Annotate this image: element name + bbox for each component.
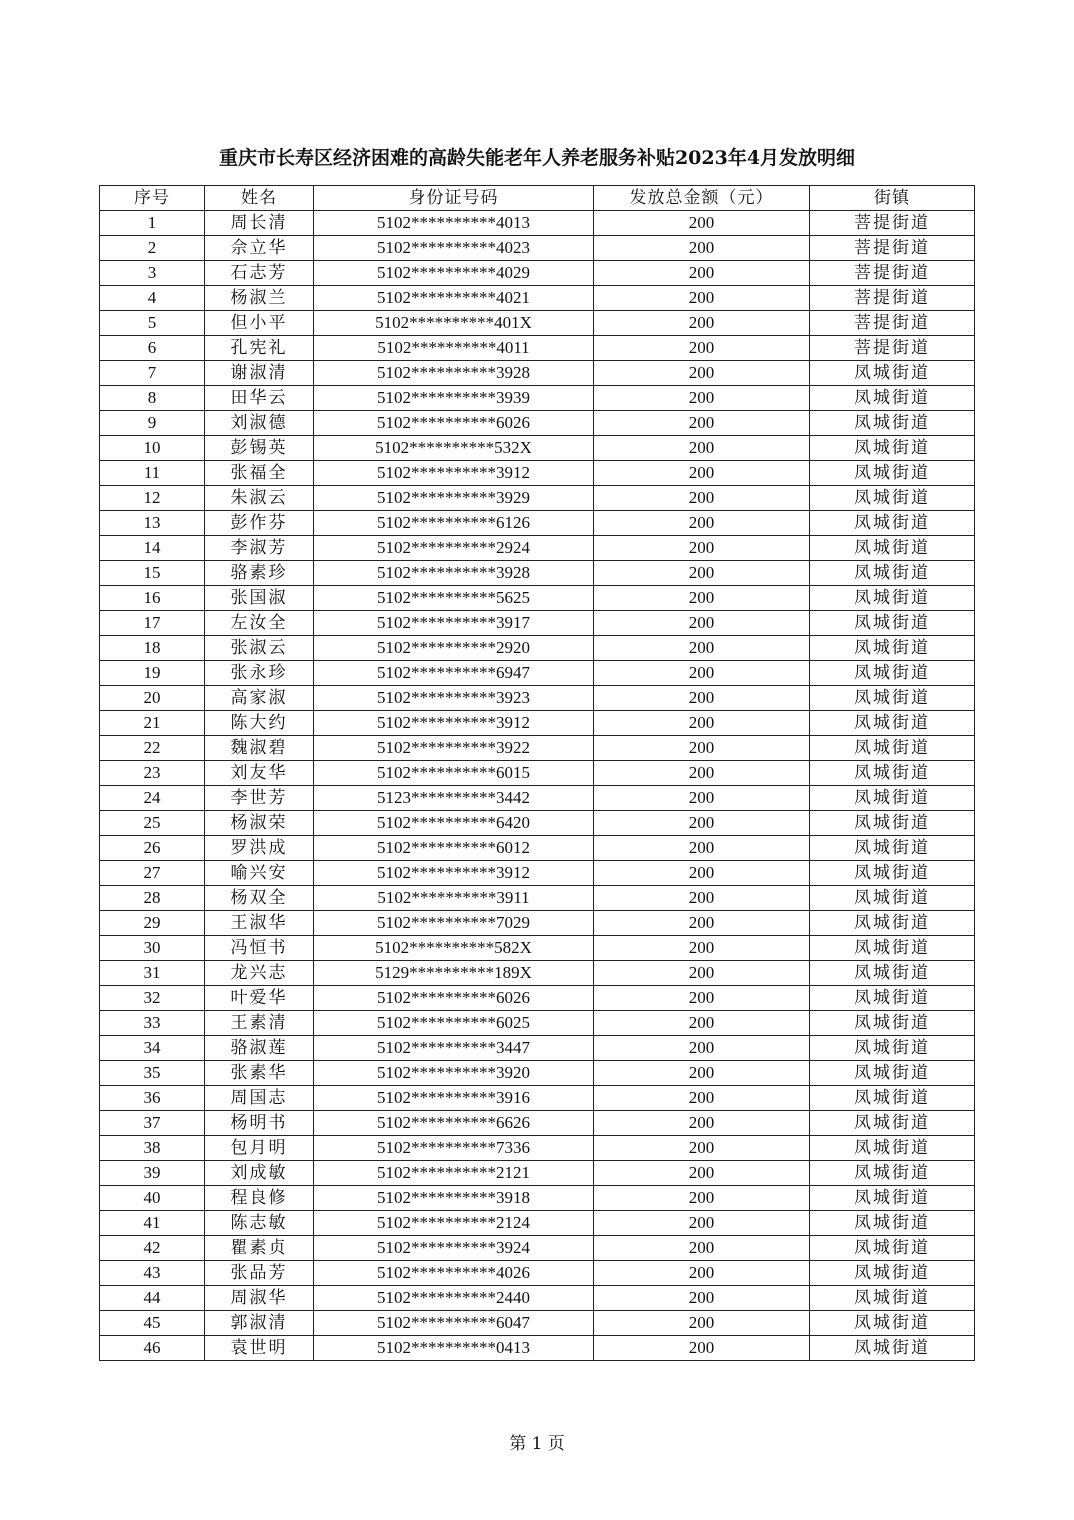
table-row	[100, 736, 975, 761]
table-row	[100, 311, 975, 336]
row-name: 佘立华	[205, 236, 314, 261]
row-id-number: 5102**********3928	[314, 361, 594, 386]
row-amount: 200	[594, 361, 810, 386]
row-id-number: 5102**********4013	[314, 211, 594, 236]
row-seq: 18	[100, 636, 205, 661]
table-row	[100, 1261, 975, 1286]
row-amount: 200	[594, 386, 810, 411]
row-id-number: 5102**********2924	[314, 536, 594, 561]
header-street: 街镇	[810, 186, 975, 211]
row-id-number: 5102**********2920	[314, 636, 594, 661]
row-id-number: 5102**********3916	[314, 1086, 594, 1111]
row-seq: 14	[100, 536, 205, 561]
row-amount: 200	[594, 861, 810, 886]
row-id-number: 5102**********3923	[314, 686, 594, 711]
row-amount: 200	[594, 986, 810, 1011]
row-street: 凤城街道	[810, 1036, 975, 1061]
row-seq: 37	[100, 1111, 205, 1136]
row-street: 凤城街道	[810, 361, 975, 386]
table-row	[100, 836, 975, 861]
row-seq: 6	[100, 336, 205, 361]
row-amount: 200	[594, 961, 810, 986]
row-id-number: 5102**********6026	[314, 986, 594, 1011]
table-row	[100, 586, 975, 611]
row-name: 冯恒书	[205, 936, 314, 961]
row-seq: 23	[100, 761, 205, 786]
row-amount: 200	[594, 286, 810, 311]
row-id-number: 5102**********4023	[314, 236, 594, 261]
row-amount: 200	[594, 936, 810, 961]
row-street: 凤城街道	[810, 1086, 975, 1111]
row-street: 凤城街道	[810, 636, 975, 661]
row-amount: 200	[594, 661, 810, 686]
row-amount: 200	[594, 1086, 810, 1111]
row-amount: 200	[594, 1186, 810, 1211]
row-id-number: 5102**********4026	[314, 1261, 594, 1286]
row-id-number: 5102**********3922	[314, 736, 594, 761]
table-header-row	[100, 186, 975, 211]
row-name: 石志芳	[205, 261, 314, 286]
table-row	[100, 1211, 975, 1236]
row-street: 凤城街道	[810, 811, 975, 836]
subsidy-table	[99, 185, 975, 1361]
table-row	[100, 1236, 975, 1261]
row-amount: 200	[594, 336, 810, 361]
table-row	[100, 786, 975, 811]
row-seq: 40	[100, 1186, 205, 1211]
row-name: 周淑华	[205, 1286, 314, 1311]
row-seq: 30	[100, 936, 205, 961]
row-name: 但小平	[205, 311, 314, 336]
row-amount: 200	[594, 1261, 810, 1286]
row-id-number: 5102**********3917	[314, 611, 594, 636]
row-amount: 200	[594, 1161, 810, 1186]
row-id-number: 5123**********3442	[314, 786, 594, 811]
row-seq: 17	[100, 611, 205, 636]
row-name: 朱淑云	[205, 486, 314, 511]
row-id-number: 5102**********582X	[314, 936, 594, 961]
row-amount: 200	[594, 436, 810, 461]
row-id-number: 5102**********3920	[314, 1061, 594, 1086]
row-amount: 200	[594, 411, 810, 436]
row-street: 凤城街道	[810, 1336, 975, 1361]
table-row	[100, 861, 975, 886]
row-name: 陈志敏	[205, 1211, 314, 1236]
table-row	[100, 286, 975, 311]
row-name: 杨双全	[205, 886, 314, 911]
header-id-number: 身份证号码	[314, 186, 594, 211]
table-row	[100, 561, 975, 586]
row-id-number: 5102**********6420	[314, 811, 594, 836]
row-seq: 34	[100, 1036, 205, 1061]
table-row	[100, 1161, 975, 1186]
row-street: 凤城街道	[810, 711, 975, 736]
table-row	[100, 436, 975, 461]
row-street: 凤城街道	[810, 836, 975, 861]
table-row	[100, 486, 975, 511]
row-id-number: 5102**********401X	[314, 311, 594, 336]
row-name: 喻兴安	[205, 861, 314, 886]
table-row	[100, 1111, 975, 1136]
row-street: 凤城街道	[810, 1111, 975, 1136]
row-amount: 200	[594, 1286, 810, 1311]
table-row	[100, 386, 975, 411]
row-street: 凤城街道	[810, 1261, 975, 1286]
row-id-number: 5102**********3447	[314, 1036, 594, 1061]
row-amount: 200	[594, 1011, 810, 1036]
row-seq: 1	[100, 211, 205, 236]
table-row	[100, 411, 975, 436]
table-row	[100, 661, 975, 686]
row-name: 罗洪成	[205, 836, 314, 861]
table-row	[100, 1136, 975, 1161]
table-row	[100, 986, 975, 1011]
table-row	[100, 1036, 975, 1061]
row-street: 凤城街道	[810, 986, 975, 1011]
row-id-number: 5102**********6047	[314, 1311, 594, 1336]
row-seq: 36	[100, 1086, 205, 1111]
row-seq: 38	[100, 1136, 205, 1161]
row-amount: 200	[594, 211, 810, 236]
row-name: 高家淑	[205, 686, 314, 711]
row-seq: 29	[100, 911, 205, 936]
row-seq: 21	[100, 711, 205, 736]
table-row	[100, 1286, 975, 1311]
row-name: 孔宪礼	[205, 336, 314, 361]
table-row	[100, 636, 975, 661]
row-name: 包月明	[205, 1136, 314, 1161]
row-name: 彭作芬	[205, 511, 314, 536]
row-name: 王素清	[205, 1011, 314, 1036]
row-street: 菩提街道	[810, 211, 975, 236]
page-number: 第 1 页	[509, 1434, 565, 1454]
table-row	[100, 511, 975, 536]
row-street: 凤城街道	[810, 1136, 975, 1161]
row-name: 叶爱华	[205, 986, 314, 1011]
row-name: 杨淑荣	[205, 811, 314, 836]
row-amount: 200	[594, 1211, 810, 1236]
table-row	[100, 1311, 975, 1336]
row-id-number: 5102**********6012	[314, 836, 594, 861]
row-amount: 200	[594, 461, 810, 486]
row-id-number: 5102**********6025	[314, 1011, 594, 1036]
row-seq: 22	[100, 736, 205, 761]
row-id-number: 5102**********3912	[314, 861, 594, 886]
row-seq: 20	[100, 686, 205, 711]
row-id-number: 5102**********3939	[314, 386, 594, 411]
row-id-number: 5102**********7029	[314, 911, 594, 936]
row-name: 张品芳	[205, 1261, 314, 1286]
row-seq: 27	[100, 861, 205, 886]
table-row	[100, 1336, 975, 1361]
row-street: 凤城街道	[810, 961, 975, 986]
row-amount: 200	[594, 636, 810, 661]
row-id-number: 5102**********6626	[314, 1111, 594, 1136]
row-name: 瞿素贞	[205, 1236, 314, 1261]
row-name: 周长清	[205, 211, 314, 236]
row-seq: 35	[100, 1061, 205, 1086]
row-street: 凤城街道	[810, 1161, 975, 1186]
table-row	[100, 211, 975, 236]
row-amount: 200	[594, 536, 810, 561]
row-seq: 13	[100, 511, 205, 536]
row-name: 彭锡英	[205, 436, 314, 461]
row-seq: 19	[100, 661, 205, 686]
row-street: 凤城街道	[810, 786, 975, 811]
row-street: 凤城街道	[810, 536, 975, 561]
row-amount: 200	[594, 1136, 810, 1161]
row-seq: 41	[100, 1211, 205, 1236]
row-name: 陈大约	[205, 711, 314, 736]
row-amount: 200	[594, 1336, 810, 1361]
row-street: 凤城街道	[810, 1311, 975, 1336]
row-seq: 42	[100, 1236, 205, 1261]
row-id-number: 5102**********6947	[314, 661, 594, 686]
row-amount: 200	[594, 1111, 810, 1136]
row-street: 凤城街道	[810, 486, 975, 511]
row-seq: 15	[100, 561, 205, 586]
row-street: 菩提街道	[810, 286, 975, 311]
row-street: 菩提街道	[810, 336, 975, 361]
row-name: 龙兴志	[205, 961, 314, 986]
row-amount: 200	[594, 811, 810, 836]
table-row	[100, 761, 975, 786]
row-seq: 33	[100, 1011, 205, 1036]
row-seq: 3	[100, 261, 205, 286]
row-street: 凤城街道	[810, 1186, 975, 1211]
row-id-number: 5102**********0413	[314, 1336, 594, 1361]
row-id-number: 5102**********3928	[314, 561, 594, 586]
table-row	[100, 361, 975, 386]
row-id-number: 5102**********3918	[314, 1186, 594, 1211]
row-name: 李淑芳	[205, 536, 314, 561]
row-street: 凤城街道	[810, 686, 975, 711]
table-row	[100, 936, 975, 961]
row-street: 凤城街道	[810, 386, 975, 411]
table-row	[100, 261, 975, 286]
row-street: 凤城街道	[810, 611, 975, 636]
row-amount: 200	[594, 836, 810, 861]
row-name: 周国志	[205, 1086, 314, 1111]
row-street: 菩提街道	[810, 236, 975, 261]
row-name: 魏淑碧	[205, 736, 314, 761]
row-amount: 200	[594, 236, 810, 261]
row-amount: 200	[594, 586, 810, 611]
row-seq: 28	[100, 886, 205, 911]
table-row	[100, 236, 975, 261]
row-id-number: 5102**********4021	[314, 286, 594, 311]
row-seq: 44	[100, 1286, 205, 1311]
row-amount: 200	[594, 761, 810, 786]
row-seq: 9	[100, 411, 205, 436]
row-amount: 200	[594, 561, 810, 586]
table-row	[100, 1086, 975, 1111]
document-title: 重庆市长寿区经济困难的高龄失能老年人养老服务补贴2023年4月发放明细	[218, 147, 856, 169]
row-street: 凤城街道	[810, 561, 975, 586]
row-seq: 11	[100, 461, 205, 486]
table-row	[100, 911, 975, 936]
row-name: 杨淑兰	[205, 286, 314, 311]
row-id-number: 5102**********3929	[314, 486, 594, 511]
row-id-number: 5129**********189X	[314, 961, 594, 986]
row-seq: 26	[100, 836, 205, 861]
row-name: 张国淑	[205, 586, 314, 611]
row-name: 左汝全	[205, 611, 314, 636]
row-name: 骆淑莲	[205, 1036, 314, 1061]
row-id-number: 5102**********2440	[314, 1286, 594, 1311]
row-amount: 200	[594, 886, 810, 911]
row-id-number: 5102**********6126	[314, 511, 594, 536]
row-street: 凤城街道	[810, 936, 975, 961]
row-street: 凤城街道	[810, 1211, 975, 1236]
row-amount: 200	[594, 1311, 810, 1336]
row-street: 凤城街道	[810, 861, 975, 886]
row-seq: 16	[100, 586, 205, 611]
row-id-number: 5102**********6015	[314, 761, 594, 786]
row-seq: 5	[100, 311, 205, 336]
header-seq: 序号	[100, 186, 205, 211]
row-street: 凤城街道	[810, 911, 975, 936]
table-row	[100, 886, 975, 911]
row-street: 凤城街道	[810, 1011, 975, 1036]
row-seq: 32	[100, 986, 205, 1011]
row-id-number: 5102**********4029	[314, 261, 594, 286]
row-id-number: 5102**********3912	[314, 711, 594, 736]
row-seq: 8	[100, 386, 205, 411]
row-name: 刘成敏	[205, 1161, 314, 1186]
row-street: 凤城街道	[810, 1286, 975, 1311]
row-street: 凤城街道	[810, 761, 975, 786]
table-row	[100, 1011, 975, 1036]
table-row	[100, 686, 975, 711]
row-id-number: 5102**********3924	[314, 1236, 594, 1261]
row-amount: 200	[594, 1061, 810, 1086]
row-name: 张永珍	[205, 661, 314, 686]
row-id-number: 5102**********6026	[314, 411, 594, 436]
row-street: 凤城街道	[810, 1236, 975, 1261]
row-name: 程良修	[205, 1186, 314, 1211]
table-row	[100, 461, 975, 486]
row-seq: 7	[100, 361, 205, 386]
row-street: 凤城街道	[810, 461, 975, 486]
row-name: 郭淑清	[205, 1311, 314, 1336]
row-seq: 43	[100, 1261, 205, 1286]
row-street: 凤城街道	[810, 1061, 975, 1086]
row-amount: 200	[594, 311, 810, 336]
row-name: 张福全	[205, 461, 314, 486]
row-name: 杨明书	[205, 1111, 314, 1136]
row-seq: 24	[100, 786, 205, 811]
table-row	[100, 536, 975, 561]
row-amount: 200	[594, 611, 810, 636]
table-row	[100, 711, 975, 736]
row-amount: 200	[594, 511, 810, 536]
row-seq: 12	[100, 486, 205, 511]
row-amount: 200	[594, 261, 810, 286]
table-row	[100, 611, 975, 636]
row-name: 谢淑清	[205, 361, 314, 386]
row-name: 王淑华	[205, 911, 314, 936]
row-name: 刘友华	[205, 761, 314, 786]
row-amount: 200	[594, 711, 810, 736]
table-row	[100, 811, 975, 836]
row-street: 菩提街道	[810, 311, 975, 336]
row-street: 凤城街道	[810, 411, 975, 436]
row-amount: 200	[594, 786, 810, 811]
row-seq: 25	[100, 811, 205, 836]
row-name: 张素华	[205, 1061, 314, 1086]
row-id-number: 5102**********3911	[314, 886, 594, 911]
row-id-number: 5102**********2124	[314, 1211, 594, 1236]
table-row	[100, 961, 975, 986]
row-id-number: 5102**********5625	[314, 586, 594, 611]
row-amount: 200	[594, 1236, 810, 1261]
row-seq: 4	[100, 286, 205, 311]
row-street: 凤城街道	[810, 436, 975, 461]
row-street: 菩提街道	[810, 261, 975, 286]
row-seq: 45	[100, 1311, 205, 1336]
row-street: 凤城街道	[810, 736, 975, 761]
row-seq: 46	[100, 1336, 205, 1361]
row-seq: 31	[100, 961, 205, 986]
row-amount: 200	[594, 686, 810, 711]
table-body	[100, 211, 975, 1361]
row-street: 凤城街道	[810, 586, 975, 611]
header-amount: 发放总金额（元）	[594, 186, 810, 211]
row-name: 李世芳	[205, 786, 314, 811]
row-street: 凤城街道	[810, 886, 975, 911]
table-row	[100, 1186, 975, 1211]
row-name: 张淑云	[205, 636, 314, 661]
row-id-number: 5102**********2121	[314, 1161, 594, 1186]
table-row	[100, 1061, 975, 1086]
row-id-number: 5102**********3912	[314, 461, 594, 486]
row-amount: 200	[594, 486, 810, 511]
row-amount: 200	[594, 736, 810, 761]
row-id-number: 5102**********7336	[314, 1136, 594, 1161]
row-name: 田华云	[205, 386, 314, 411]
row-amount: 200	[594, 1036, 810, 1061]
row-seq: 10	[100, 436, 205, 461]
row-name: 刘淑德	[205, 411, 314, 436]
row-name: 骆素珍	[205, 561, 314, 586]
table-row	[100, 336, 975, 361]
header-name: 姓名	[205, 186, 314, 211]
row-id-number: 5102**********532X	[314, 436, 594, 461]
row-amount: 200	[594, 911, 810, 936]
row-name: 袁世明	[205, 1336, 314, 1361]
row-id-number: 5102**********4011	[314, 336, 594, 361]
row-street: 凤城街道	[810, 661, 975, 686]
row-seq: 2	[100, 236, 205, 261]
row-seq: 39	[100, 1161, 205, 1186]
row-street: 凤城街道	[810, 511, 975, 536]
